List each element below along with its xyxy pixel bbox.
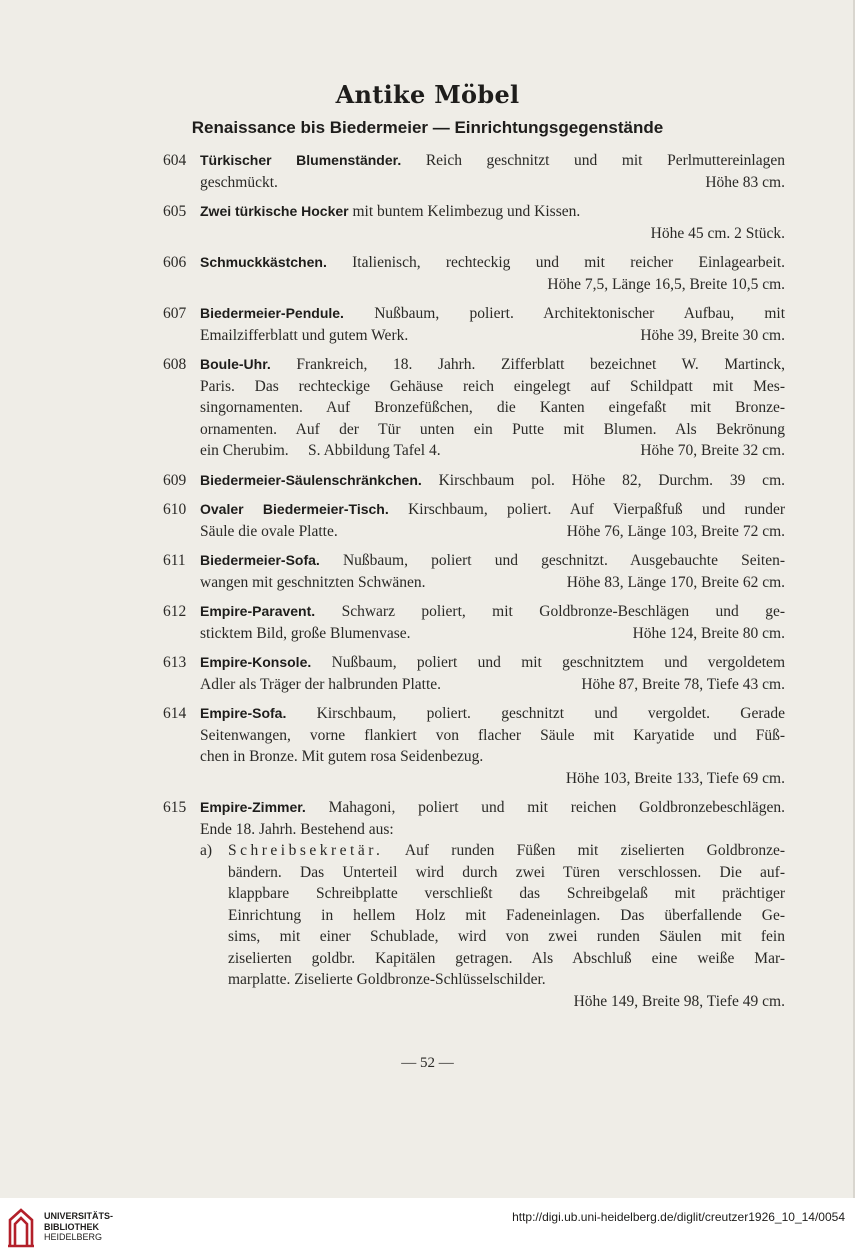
entry-measure: Höhe 70, Breite 32 cm.	[640, 442, 785, 459]
entry-text: singornamenten. Auf Bronzefüßchen, die Kanten eingefaßt mit Bronze-	[200, 399, 785, 416]
entry-measure: Höhe 45 cm. 2 Stück.	[650, 224, 785, 242]
entry-number: 615	[163, 799, 187, 816]
entry-name: Biedermeier-Sofa.	[200, 552, 320, 568]
page-title: Antike Möbel	[335, 80, 520, 109]
entry-text: Reich geschnitzt und mit Perlmuttereinlagen	[425, 152, 785, 169]
catalog-entry	[163, 550, 785, 593]
catalog-entry	[163, 499, 785, 542]
entry-text: Säule die ovale Platte.	[200, 522, 338, 540]
entry-measure: Höhe 103, Breite 133, Tiefe 69 cm.	[565, 769, 785, 787]
page-subtitle: Renaissance bis Biedermeier — Einrichtungsgegenstände	[191, 118, 664, 137]
entry-text: Paris. Das rechteckige Gehäuse reich eingelegt auf Schildpatt mit Mes-	[200, 377, 785, 395]
entry-name: Boule-Uhr.	[200, 356, 271, 372]
catalog-entry	[163, 703, 785, 789]
entry-text: Kirschbaum pol. Höhe 82, Durchm. 39 cm.	[438, 471, 785, 489]
entry-text: Kirschbaum, poliert. geschnitzt und vergoldet. Gerade	[316, 705, 786, 722]
catalog-entry	[163, 303, 785, 346]
library-name	[44, 1211, 113, 1243]
source-url-link[interactable]: http://digi.ub.uni-heidelberg.de/diglit/creutzer1926_10_14/0054	[512, 1210, 845, 1224]
sub-entry-name: Schreibsekretär.	[228, 842, 384, 859]
entry-text: Nußbaum, poliert und mit geschnitztem und vergoldetem	[331, 654, 785, 671]
entry-name: Schmuckkästchen.	[200, 254, 327, 270]
library-line: HEIDELBERG	[44, 1232, 103, 1242]
entry-text: Mahagoni, poliert und mit reichen Goldbronzebeschlägen.	[328, 799, 785, 816]
entry-text: Adler als Träger der halbrunden Platte.	[200, 675, 442, 693]
entry-text: marplatte. Ziselierte Goldbronze-Schlüsselschilder.	[228, 971, 546, 988]
entry-name: Ovaler Biedermeier-Tisch.	[200, 501, 389, 517]
entry-name: Empire-Zimmer.	[200, 799, 306, 815]
catalog-entry	[163, 354, 785, 462]
catalog-entry	[163, 252, 785, 295]
entry-number: 607	[163, 305, 187, 322]
entry-number: 613	[163, 654, 187, 671]
entry-name: Empire-Paravent.	[200, 603, 316, 619]
entry-text: ziselierten goldbr. Kapitälen getragen. Als Abschluß eine weiße Mar-	[228, 949, 785, 967]
catalog-entry	[163, 652, 785, 695]
catalog-entry	[163, 470, 785, 492]
entry-number: 605	[163, 203, 187, 220]
entry-number: 610	[163, 501, 187, 518]
entry-text: bändern. Das Unterteil wird durch zwei Türen verschlossen. Die auf-	[228, 863, 785, 881]
entry-measure: Höhe 87, Breite 78, Tiefe 43 cm.	[581, 675, 785, 693]
entry-name: Empire-Konsole.	[200, 654, 312, 670]
footer-bar	[0, 1198, 855, 1259]
entry-name: Biedermeier-Säulenschränkchen.	[200, 471, 422, 488]
entry-number: 606	[163, 254, 187, 271]
entry-text: Seitenwangen, vorne flankiert von flacher Säule mit Karyatide und Füß-	[200, 726, 785, 744]
entry-text: mit buntem Kelimbezug und Kissen.	[352, 203, 581, 220]
entry-text: Frankreich, 18. Jahrh. Zifferblatt bezeichnet W. Martinck,	[296, 356, 786, 373]
entry-text: Emailzifferblatt und gutem Werk.	[200, 326, 409, 344]
entry-measure: Höhe 83, Länge 170, Breite 62 cm.	[566, 573, 785, 591]
entry-number: 612	[163, 603, 187, 620]
university-library-logo-icon	[6, 1206, 36, 1250]
entry-number: 608	[163, 356, 187, 373]
entry-name: Empire-Sofa.	[200, 705, 287, 721]
entry-text: ein Cherubim. S. Abbildung Tafel 4.	[200, 442, 441, 459]
entry-text: chen in Bronze. Mit gutem rosa Seidenbezug.	[200, 748, 484, 765]
entry-text: Kirschbaum, poliert. Auf Vierpaßfuß und runder	[408, 501, 785, 518]
entry-text: sims, mit einer Schublade, wird von zwei runden Säulen mit fein	[228, 928, 785, 945]
entry-measure: Höhe 149, Breite 98, Tiefe 49 cm.	[573, 992, 785, 1010]
sub-entry	[200, 840, 785, 1012]
entry-number: 604	[163, 152, 187, 169]
entry-measure: Höhe 7,5, Länge 16,5, Breite 10,5 cm.	[547, 275, 785, 293]
catalog-entry	[163, 601, 785, 644]
entry-text: Nußbaum, poliert. Architektonischer Aufbau, mit	[374, 305, 786, 322]
entry-number: 609	[163, 471, 187, 489]
catalog-entry	[163, 201, 785, 244]
entry-measure: Höhe 76, Länge 103, Breite 72 cm.	[566, 522, 785, 540]
entry-measure: Höhe 39, Breite 30 cm.	[640, 326, 785, 344]
entry-name: Biedermeier-Pendule.	[200, 305, 344, 321]
entry-name: Zwei türkische Hocker	[200, 203, 349, 219]
catalog-entries	[163, 150, 785, 1020]
entry-text: Schwarz poliert, mit Goldbronze-Beschlägen und ge-	[341, 603, 785, 620]
page-number: — 52 —	[401, 1055, 454, 1071]
entry-text: Ende 18. Jahrh. Bestehend aus:	[200, 820, 394, 838]
sub-entry-label: a)	[200, 842, 213, 859]
entry-text: wangen mit geschnitzten Schwänen.	[200, 573, 426, 591]
library-line: UNIVERSITÄTS-	[44, 1211, 114, 1221]
entry-text: Auf runden Füßen mit ziselierten Goldbronze-	[404, 842, 785, 859]
entry-text: Italienisch, rechteckig und mit reicher Einlagearbeit.	[352, 254, 785, 271]
catalog-entry	[163, 150, 785, 193]
entry-text: Nußbaum, poliert und geschnitzt. Ausgebauchte Seiten-	[342, 552, 786, 569]
catalog-entry	[163, 797, 785, 1012]
entry-text: Einrichtung in hellem Holz mit Fadeneinlagen. Das überfallende Ge-	[228, 906, 785, 924]
entry-text: sticktem Bild, große Blumenvase.	[200, 624, 411, 642]
entry-text: geschmückt.	[200, 173, 278, 191]
entry-name: Türkischer Blumenständer.	[200, 152, 402, 168]
entry-text: ornamenten. Auf der Tür unten ein Putte mit Blumen. Als Bekrönung	[200, 420, 785, 438]
entry-number: 614	[163, 705, 187, 722]
entry-text: klappbare Schreibplatte verschließt das Schreibgelaß mit prächtiger	[228, 885, 785, 902]
entry-number: 611	[163, 552, 186, 569]
entry-measure: Höhe 83 cm.	[705, 173, 785, 191]
entry-measure: Höhe 124, Breite 80 cm.	[632, 624, 785, 642]
library-line: BIBLIOTHEK	[44, 1221, 99, 1232]
